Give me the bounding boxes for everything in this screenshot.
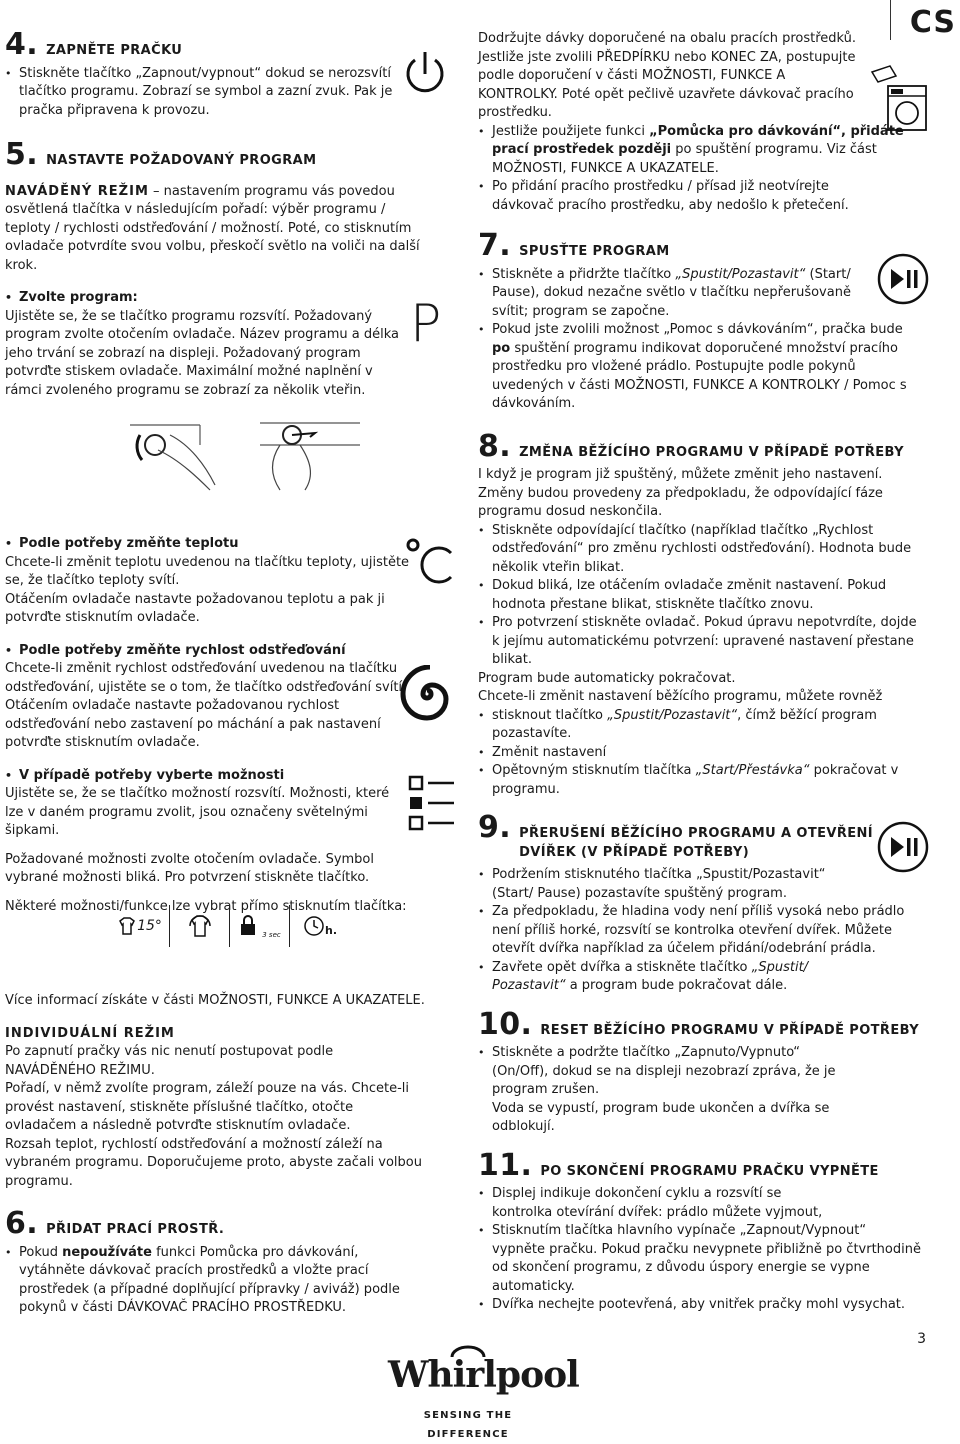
lock-3sec-icon (230, 905, 290, 947)
s7-bullet-2: • Pokud jste zvolili možnost „Pomoc s dávkováním“, pračka bude po spuštění programu indikovat doporučené množství pracího prostředku pro vložené prádlo. Postupujte podle pokynů uvedených v části MOŽNOSTI, FUNKCE A KONTROLKY / Pomoc s dávkováním. (478, 321, 923, 414)
individual-text-2: Pořadí, v němž zvolíte program, záleží pouze na vás. Chcete-li provést nastavení, stiskněte příslušné tlačítko, otočte ovladačem a následně potvrďte stisknutím ovladače. (5, 1081, 410, 1133)
spin-text-2: Otáčením ovladače nastavte požadovanou rychlost odstřeďování nebo zastavení po máchání a pak nastavení potvrďte stisknutím ovladače. (5, 698, 381, 750)
page-number: 3 (917, 1331, 926, 1347)
options-icon (408, 775, 456, 831)
hand-dial-illustration (120, 405, 370, 495)
section-title: SPUSŤTE PROGRAM (519, 244, 670, 259)
s8-auto: Program bude automaticky pokračovat. (478, 670, 736, 686)
guided-mode-text: – nastavením programu vás povedou osvětlená tlačítka v následujícím pořadí: výběr programu / teploty / rychlosti odstřeďování / možností. Poté, co stisknutím ovladače potvrdíte svou volbu, přeskočí světlo na voliči na další krok. (5, 183, 420, 273)
s9-bullet-2: • Za předpokladu, že hladina vody není příliš vysoká nebo prádlo není příliš horké, rozsvítí se kontrolka otevření dvířek. Můžete otevřít dvířka například za účelem přidání/odebrání prádla. (478, 903, 923, 959)
logo-wordmark: Whirlpool (388, 1354, 579, 1396)
dosage-note: Dodržujte dávky doporučené na obalu pracích prostředků. (478, 31, 857, 46)
start-pause-icon (876, 252, 930, 306)
section-title: PŘIDAT PRACÍ PROSTŘ. (46, 1222, 225, 1237)
s8-intro: I když je program již spuštěný, můžete změnit jeho nastavení. Změny budou provedeny za předpokladu, že odpovídající fáze programu dosud neskončila. (478, 467, 883, 519)
options-text-3: Některé možnosti/funkce lze vybrat přímo stisknutím tlačítka: (5, 898, 407, 914)
power-icon (402, 48, 448, 98)
language-badge: CS (909, 5, 956, 40)
section-11-heading (478, 1147, 923, 1183)
more-info: Více informací získáte v části MOŽNOSTI, FUNKCE A UKAZATELE. (5, 993, 425, 1008)
section-title: RESET BĚŽÍCÍHO PROGRAMU V PŘÍPADĚ POTŘEBY (540, 1022, 920, 1038)
no-reopen-bullet: • Po přidání pracího prostředku / přísad již neotvírejte dávkovač pracího prostředku, aby nedošlo k přetečení. (478, 178, 888, 215)
delay-timer-icon (290, 905, 350, 947)
section-title: PO SKONČENÍ PROGRAMU PRAČKU VYPNĚTE (540, 1163, 879, 1179)
s8-bullet-3: • Pro potvrzení stiskněte ovladač. Pokud úpravu nepotvrdíte, dojde k jejímu automatickému potvrzení: upravené nastavení přestane blikat. (478, 614, 923, 670)
section-title: ZMĚNA BĚŽÍCÍHO PROGRAMU V PŘÍPADĚ POTŘEBY (519, 444, 904, 460)
temperature-icon (403, 535, 459, 601)
three-sec-label: 3 sec (262, 930, 281, 939)
s9-bullet-1: • Podržením stisknutého tlačítka „Spustit/Pozastavit“ (Start/ Pause) pozastavíte spuštěný program. (478, 866, 868, 903)
temp-text-2: Otáčením ovladače nastavte požadovanou teplotu a pak ji potvrďte stisknutím ovladače. (5, 591, 385, 625)
section-number: 7. (478, 228, 512, 263)
guided-mode-label: NAVÁDĚNÝ REŽIM (5, 183, 149, 199)
guided-mode-paragraph (5, 183, 425, 276)
spin-icon (398, 665, 456, 723)
section-number: 8. (478, 428, 512, 464)
dosing-aid-bullet: • Jestliže použijete funkci „Pomůcka pro dávkování“, přidáte prací prostředek později po spuštění programu. Viz část MOŽNOSTI, FUNKCE A UKAZATELE. (478, 123, 918, 179)
s6-bullet: • Pokud nepoužíváte funkci Pomůcka pro dávkování, vytáhněte dávkovač pracích prostředků a vložte prací prostředek (a případné doplňující přípravky / aviváž) podle pokynů v části DÁVKOVAČ PRACÍHO PROSTŘEDKU. (5, 1244, 425, 1318)
detergent-drawer-icon (868, 62, 932, 134)
section-title: ZAPNĚTE PRAČKU (46, 43, 183, 58)
s8-change-2: • Změnit nastavení (478, 744, 923, 763)
section-5-heading (5, 137, 425, 172)
s11-bullet-1: • Displej indikuje dokončení cyklu a rozsvítí se kontrolka otevírání dvířek: prádlo můžete vyjmout, (478, 1185, 838, 1222)
spin-heading: • Podle potřeby změňte rychlost odstřeďování (5, 642, 425, 661)
section-number: 11. (478, 1147, 533, 1183)
section-title: PŘERUŠENÍ BĚŽÍCÍHO PROGRAMU A OTEVŘENÍ DVÍŘEK (V PŘÍPADĚ POTŘEBY) (519, 826, 874, 860)
steam-refresh-icon (170, 905, 230, 947)
s8-bullet-2: • Dokud bliká, lze otáčením ovladače změnit nastavení. Pokud hodnota přestane blikat, stiskněte tlačítko znovu. (478, 577, 923, 614)
section-9-heading (478, 810, 923, 862)
s8-change: Chcete-li změnit nastavení běžícího programu, můžete rovněž (478, 689, 883, 704)
s11-bullet-3: • Dvířka nechejte pootevřená, aby vnitřek pračky mohl vysychat. (478, 1296, 923, 1315)
program-text: Ujistěte se, že se tlačítko programu rozsvítí. Požadovaný program zvolte otočením ovladače. Název programu a délka jeho trvání se zobrazí na displeji. Požadovaný program potvrďte stiskem ovladače. Maximální možné naplnění v rámci zvoleného programu se zobrazí za několik vteřin. (5, 308, 400, 398)
right-column (478, 30, 923, 1315)
section-number: 10. (478, 1006, 533, 1042)
section-number: 5. (5, 137, 39, 172)
section-number: 6. (5, 1206, 39, 1241)
shirt-icon (117, 916, 137, 936)
section-number: 4. (5, 27, 39, 62)
section-8-heading (478, 428, 923, 464)
hours-label: h. (324, 923, 337, 937)
options-text-1: Ujistěte se, že se tlačítko možností rozsvítí. Možnosti, které lze v daném programu zvolit, jsou označeny světelnými šipkami. (5, 786, 390, 838)
section-4-heading (5, 27, 425, 62)
section-title: NASTAVTE POŽADOVANÝ PROGRAM (46, 153, 317, 168)
section-6-heading (5, 1206, 425, 1241)
section-7-heading (478, 228, 923, 263)
s8-change-3: • Opětovným stisknutím tlačítka „Start/Přestávka“ pokračovat v programu. (478, 762, 923, 799)
s7-bullet-1: • Stiskněte a přidržte tlačítko „Spustit/Pozastavit“ (Start/ Pause), dokud nezačne světlo v tlačítku nepřerušovaně svítit; program se započne. (478, 266, 863, 322)
s11-bullet-2: • Stisknutím tlačítka hlavního vypínače „Zapnout/Vypnout“ vypněte pračku. Pokud pračku nevypnete přibližně po čtvrthodině od skončení programu, z důvodu úspory energie se vypne automaticky. (478, 1222, 923, 1296)
section-number: 9. (478, 810, 512, 845)
individual-text-3: Rozsah teplot, rychlostí odstřeďování a možností záleží na vybraném programu. Doporučujeme proto, abyste začali volbou programu. (5, 1136, 422, 1189)
start-pause-icon-2 (876, 820, 930, 874)
individual-mode-heading: INDIVIDUÁLNÍ REŽIM (5, 1025, 175, 1041)
temp-15-label: 15° (137, 917, 162, 934)
s9-bullet-3: • Zavřete opět dvířka a stiskněte tlačítko „Spustit/ Pozastavit“ a program bude pokračovat dále. (478, 959, 838, 996)
options-text-2: Požadované možnosti zvolte otočením ovladače. Symbol vybrané možnosti bliká. Pro potvrzení stiskněte tlačítko. (5, 851, 374, 885)
section-10-heading (478, 1006, 923, 1042)
temp-text-1: Chcete-li změnit teplotu uvedenou na tlačítku teploty, ujistěte se, že tlačítko teploty svítí. (5, 554, 410, 588)
quick-wash-15-icon (110, 905, 170, 947)
spin-text-1: Chcete-li změnit rychlost odstřeďování uvedenou na tlačítku odstřeďování, ujistěte se o tom, že tlačítko odstřeďování svítí. (5, 661, 407, 695)
direct-function-icons (110, 905, 350, 947)
logo-tagline: SENSING THE DIFFERENCE (423, 1410, 513, 1440)
s4-bullet: • Stiskněte tlačítko „Zapnout/vypnout“ dokud se nerozsvítí tlačítko programu. Zobrazí se symbol a zazní zvuk. Pak je pračka připravena k provozu. (5, 65, 400, 121)
s8-change-1: • stisknout tlačítko „Spustit/Pozastavit“, čímž běžící program pozastavíte. (478, 707, 923, 744)
whirlpool-logo (388, 1345, 579, 1444)
s10-bullet-1: • Stiskněte a podržte tlačítko „Zapnuto/Vypnuto“ (On/Off), dokud se na displeji nezobrazí zpráva, že je program zrušen. Voda se vypustí, program bude ukončen a dvířka se odblokují. (478, 1044, 853, 1137)
options-heading: • V případě potřeby vyberte možnosti (5, 767, 425, 786)
program-icon: P (410, 294, 442, 354)
left-column (5, 27, 425, 1318)
prewash-note: Jestliže jste zvolili PŘEDPÍRKU nebo KONEC ZA, postupujte podle doporučení v části MOŽNOSTI, FUNKCE A KONTROLKY. Poté opět pečlivě uzavřete dávkovač pracího prostředku. (478, 49, 856, 120)
program-heading: • Zvolte program: (5, 289, 425, 308)
s8-bullet-1: • Stiskněte odpovídající tlačítko (například tlačítko „Rychlost odstřeďování“ pro změnu rychlosti odstřeďování). Hodnota bude několik vteřin blikat. (478, 522, 923, 578)
individual-text-1: Po zapnutí pračky vás nic nenutí postupovat podle NAVÁDĚNÉHO REŽIMU. (5, 1044, 334, 1078)
temp-heading: • Podle potřeby změňte teplotu (5, 535, 425, 554)
